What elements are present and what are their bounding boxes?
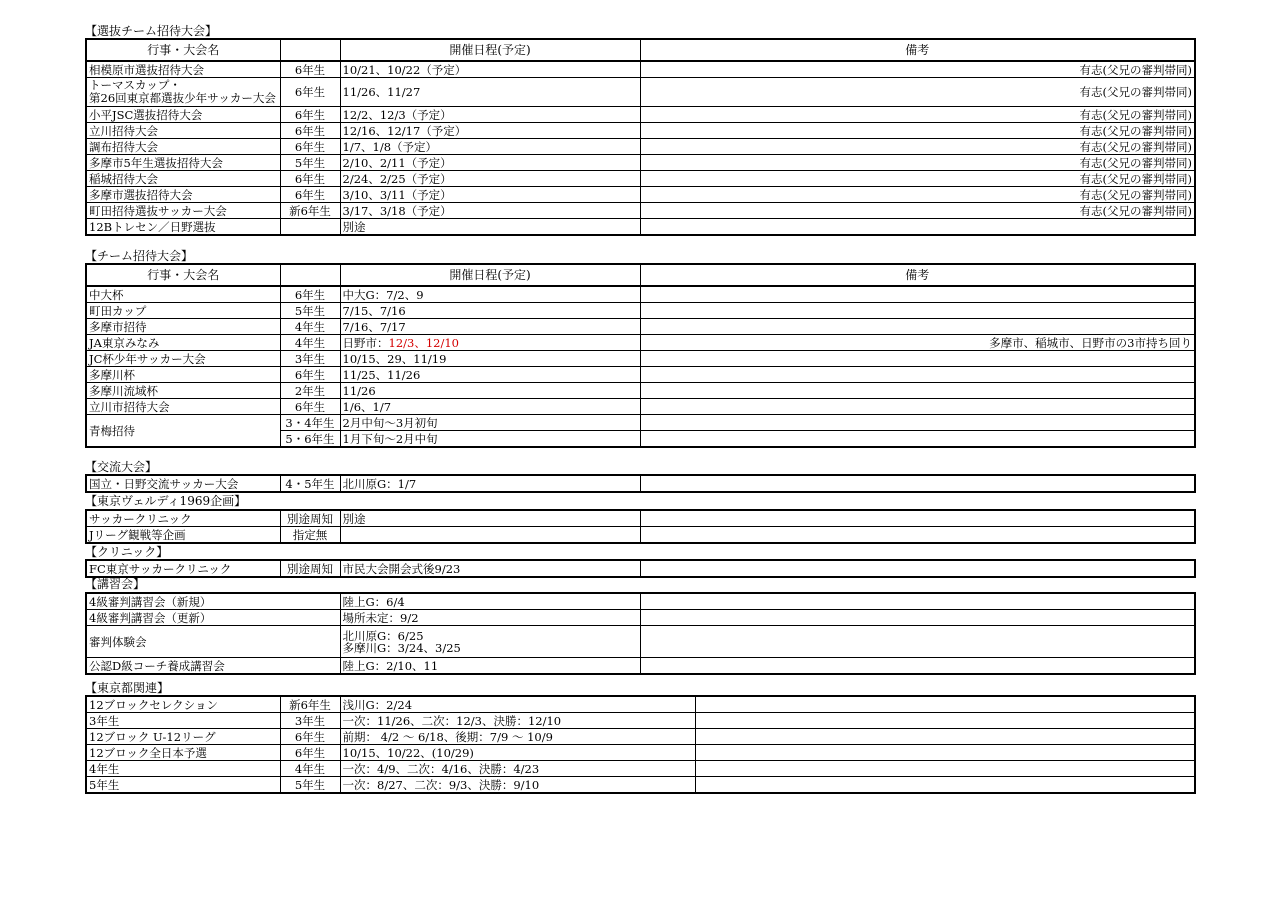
event-name: 小平JSC選抜招待大会	[86, 107, 280, 123]
remarks: 有志(父兄の審判帯同)	[640, 139, 1195, 155]
table-verdy	[85, 509, 1196, 544]
table-row	[86, 78, 1195, 107]
table-row	[86, 155, 1195, 171]
schedule: 10/15、29、11/19	[340, 351, 640, 367]
table-row	[86, 219, 1195, 236]
grade: 4年生	[280, 319, 340, 335]
event-name: 中大杯	[86, 286, 280, 303]
table-row	[86, 399, 1195, 415]
schedule: 10/15、10/22、(10/29)	[340, 745, 695, 761]
event-name: 4級審判講習会（更新）	[86, 610, 340, 626]
schedule: 7/16、7/17	[340, 319, 640, 335]
remarks: 有志(父兄の審判帯同)	[640, 187, 1195, 203]
table-header	[86, 264, 1195, 286]
event-name: 青梅招待	[86, 415, 280, 448]
section-title-koshu: 【講習会】	[85, 577, 146, 591]
event-name: 12ブロックセレクション	[86, 696, 280, 713]
event-name: JC杯少年サッカー大会	[86, 351, 280, 367]
grade	[280, 219, 340, 236]
table-row	[86, 303, 1195, 319]
remarks	[640, 219, 1195, 236]
table-row	[86, 351, 1195, 367]
event-name: 4級審判講習会（新規）	[86, 593, 340, 610]
event-name: 町田カップ	[86, 303, 280, 319]
table-row	[86, 713, 1195, 729]
grade: 6年生	[280, 107, 340, 123]
schedule: 2/10、2/11（予定）	[340, 155, 640, 171]
event-name: 審判体験会	[86, 626, 340, 658]
remarks	[640, 399, 1195, 415]
grade: 3年生	[280, 713, 340, 729]
schedule: 別途	[340, 219, 640, 236]
event-name: 多摩市招待	[86, 319, 280, 335]
section-title-tokyo: 【東京都関連】	[85, 681, 170, 695]
header-remarks: 備考	[640, 264, 1195, 286]
section-title-team: 【チーム招待大会】	[85, 249, 194, 263]
header-schedule: 開催日程(予定)	[340, 39, 640, 61]
schedule: 7/15、7/16	[340, 303, 640, 319]
schedule: 12/2、12/3（予定）	[340, 107, 640, 123]
remarks: 有志(父兄の審判帯同)	[640, 123, 1195, 139]
table-row	[86, 383, 1195, 399]
table-row	[86, 187, 1195, 203]
schedule: 2/24、2/25（予定）	[340, 171, 640, 187]
event-name: 町田招待選抜サッカー大会	[86, 203, 280, 219]
grade: 3・4年生	[280, 415, 340, 431]
event-name: FC東京サッカークリニック	[86, 560, 280, 577]
grade: 6年生	[280, 171, 340, 187]
table-row	[86, 777, 1195, 794]
schedule: 陸上G：6/4	[340, 593, 640, 610]
grade: 6年生	[280, 187, 340, 203]
event-name: 4年生	[86, 761, 280, 777]
event-name: 12ブロック全日本予選	[86, 745, 280, 761]
event-name: JA東京みなみ	[86, 335, 280, 351]
remarks	[640, 475, 1195, 492]
schedule	[340, 527, 640, 544]
remarks	[695, 761, 1195, 777]
remarks: 多摩市、稲城市、日野市の3市持ち回り	[640, 335, 1195, 351]
remarks	[640, 593, 1195, 610]
schedule: 前期： 4/2 ～ 6/18、後期：7/9 ～ 10/9	[340, 729, 695, 745]
grade: 6年生	[280, 745, 340, 761]
grade: 5年生	[280, 303, 340, 319]
remarks	[640, 415, 1195, 431]
event-name-text: トーマスカップ・ 第26回東京都選抜少年サッカー大会	[89, 79, 276, 105]
remarks: 有志(父兄の審判帯同)	[640, 155, 1195, 171]
grade: 5年生	[280, 777, 340, 794]
schedule: 1/7、1/8（予定）	[340, 139, 640, 155]
table-row	[86, 335, 1195, 351]
table-koshu	[85, 592, 1196, 675]
remarks	[640, 319, 1195, 335]
grade: 5年生	[280, 155, 340, 171]
event-name: 多摩市5年生選抜招待大会	[86, 155, 280, 171]
table-row	[86, 696, 1195, 713]
grade: 新6年生	[280, 696, 340, 713]
event-name: 立川市招待大会	[86, 399, 280, 415]
event-name: 12Bトレセン／日野選抜	[86, 219, 280, 236]
header-event-name: 行事・大会名	[86, 39, 280, 61]
table-row	[86, 761, 1195, 777]
remarks	[640, 431, 1195, 448]
event-name: 立川招待大会	[86, 123, 280, 139]
grade: 2年生	[280, 383, 340, 399]
schedule-line: 多摩川G：3/24、3/25	[342, 640, 461, 655]
remarks	[695, 777, 1195, 794]
table-row	[86, 745, 1195, 761]
event-name	[86, 78, 280, 107]
table-row	[86, 171, 1195, 187]
table-row	[86, 626, 1195, 658]
remarks: 有志(父兄の審判帯同)	[640, 203, 1195, 219]
table-row	[86, 319, 1195, 335]
schedule: 浅川G：2/24	[340, 696, 695, 713]
grade: 4・5年生	[280, 475, 340, 492]
table-senbatsu	[85, 38, 1196, 236]
remarks: 有志(父兄の審判帯同)	[640, 78, 1195, 107]
schedule-prefix: 日野市：	[342, 335, 389, 350]
remarks	[695, 729, 1195, 745]
remarks	[640, 303, 1195, 319]
table-row	[86, 610, 1195, 626]
schedule-line: 北川原G：6/25	[342, 628, 424, 643]
remarks	[640, 527, 1195, 544]
table-header	[86, 39, 1195, 61]
schedule: 一次：11/26、二次：12/3、決勝：12/10	[340, 713, 695, 729]
grade: 6年生	[280, 61, 340, 78]
table-row	[86, 107, 1195, 123]
grade: 6年生	[280, 78, 340, 107]
schedule: 場所未定：9/2	[340, 610, 640, 626]
section-title-koryu: 【交流大会】	[85, 460, 158, 474]
remarks	[640, 560, 1195, 577]
table-row	[86, 415, 1195, 431]
event-name: 公認D級コーチ養成講習会	[86, 658, 340, 675]
remarks	[695, 696, 1195, 713]
event-name: Jリーグ観戦等企画	[86, 527, 280, 544]
table-row	[86, 475, 1195, 492]
table-row	[86, 367, 1195, 383]
event-name: 3年生	[86, 713, 280, 729]
remarks: 有志(父兄の審判帯同)	[640, 107, 1195, 123]
table-row	[86, 286, 1195, 303]
remarks	[695, 713, 1195, 729]
header-event-name: 行事・大会名	[86, 264, 280, 286]
grade: 6年生	[280, 729, 340, 745]
table-team	[85, 263, 1196, 448]
grade: 新6年生	[280, 203, 340, 219]
grade: 3年生	[280, 351, 340, 367]
grade: 指定無	[280, 527, 340, 544]
grade: 5・6年生	[280, 431, 340, 448]
event-name: 調布招待大会	[86, 139, 280, 155]
table-clinic	[85, 559, 1196, 578]
remarks	[640, 626, 1195, 658]
schedule: 10/21、10/22（予定）	[340, 61, 640, 78]
schedule: 11/26、11/27	[340, 78, 640, 107]
schedule: 1/6、1/7	[340, 399, 640, 415]
remarks	[640, 610, 1195, 626]
event-name: 相模原市選抜招待大会	[86, 61, 280, 78]
schedule	[340, 335, 640, 351]
table-row	[86, 593, 1195, 610]
table-row	[86, 658, 1195, 675]
event-name: 12ブロック U-12リーグ	[86, 729, 280, 745]
event-name: 多摩川流域杯	[86, 383, 280, 399]
header-grade	[280, 39, 340, 61]
remarks	[640, 658, 1195, 675]
event-name: サッカークリニック	[86, 510, 280, 527]
schedule: 12/16、12/17（予定）	[340, 123, 640, 139]
schedule: 中大G：7/2、9	[340, 286, 640, 303]
table-row	[86, 123, 1195, 139]
schedule: 別途	[340, 510, 640, 527]
grade: 6年生	[280, 139, 340, 155]
section-title-clinic: 【クリニック】	[85, 545, 169, 559]
remarks	[640, 367, 1195, 383]
table-koryu	[85, 474, 1196, 493]
grade: 6年生	[280, 286, 340, 303]
remarks	[640, 286, 1195, 303]
schedule: 3/17、3/18（予定）	[340, 203, 640, 219]
section-title-verdy: 【東京ヴェルディ1969企画】	[85, 494, 247, 508]
remarks	[640, 510, 1195, 527]
schedule: 一次：4/9、二次：4/16、決勝：4/23	[340, 761, 695, 777]
table-row	[86, 527, 1195, 544]
event-name: 多摩川杯	[86, 367, 280, 383]
header-remarks: 備考	[640, 39, 1195, 61]
table-row	[86, 560, 1195, 577]
grade: 別途周知	[280, 560, 340, 577]
event-name: 稲城招待大会	[86, 171, 280, 187]
schedule: 陸上G：2/10、11	[340, 658, 640, 675]
schedule: 一次：8/27、二次：9/3、決勝：9/10	[340, 777, 695, 794]
remarks	[640, 383, 1195, 399]
table-row	[86, 510, 1195, 527]
schedule	[340, 626, 640, 658]
schedule: 北川原G：1/7	[340, 475, 640, 492]
grade: 6年生	[280, 123, 340, 139]
section-title-senbatsu: 【選抜チーム招待大会】	[85, 24, 218, 38]
table-row	[86, 203, 1195, 219]
grade: 6年生	[280, 399, 340, 415]
event-name: 国立・日野交流サッカー大会	[86, 475, 280, 492]
event-name: 多摩市選抜招待大会	[86, 187, 280, 203]
schedule: 2月中旬～3月初旬	[340, 415, 640, 431]
table-row	[86, 139, 1195, 155]
schedule: 11/25、11/26	[340, 367, 640, 383]
schedule: 3/10、3/11（予定）	[340, 187, 640, 203]
header-grade	[280, 264, 340, 286]
schedule: 11/26	[340, 383, 640, 399]
grade: 6年生	[280, 367, 340, 383]
schedule-highlight: 12/3、12/10	[388, 335, 459, 350]
header-schedule: 開催日程(予定)	[340, 264, 640, 286]
remarks: 有志(父兄の審判帯同)	[640, 171, 1195, 187]
remarks	[695, 745, 1195, 761]
table-row	[86, 729, 1195, 745]
table-tokyo	[85, 695, 1196, 794]
remarks	[640, 351, 1195, 367]
grade: 別途周知	[280, 510, 340, 527]
schedule: 1月下旬～2月中旬	[340, 431, 640, 448]
schedule: 市民大会開会式後9/23	[340, 560, 640, 577]
remarks: 有志(父兄の審判帯同)	[640, 61, 1195, 78]
grade: 4年生	[280, 335, 340, 351]
grade: 4年生	[280, 761, 340, 777]
table-row	[86, 61, 1195, 78]
event-name: 5年生	[86, 777, 280, 794]
